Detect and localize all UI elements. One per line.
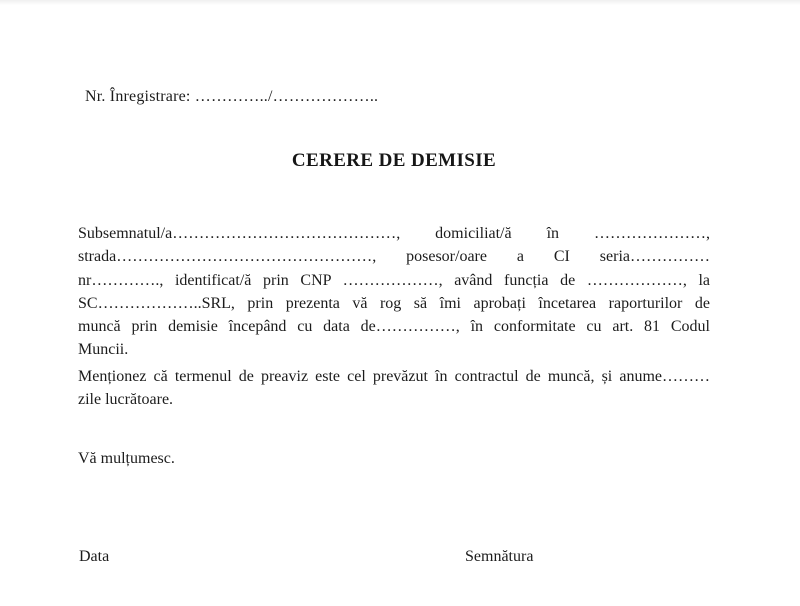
paragraph-line: SC………………..SRL, prin prezenta vă rog să îmi aprobați încetarea raporturilor de [78,294,710,312]
paragraph-line: Menționez că termenul de preaviz este cel prevăzut în contractul de muncă, și anume……… [78,368,710,385]
registration-number-line: Nr. Înregistrare: …………../……………….. [85,88,379,105]
closing-phrase: Vă mulțumesc. [78,450,175,467]
body-paragraph-2 [78,365,710,412]
paragraph-line: nr…………., identificat/ă prin CNP ………………, având funcția de ………………, la [78,271,710,289]
paragraph-line: zile lucrătoare. [78,391,174,409]
paragraph-line: Muncii. [78,341,129,359]
paragraph-line: muncă prin demisie începând cu data de……………, în conformitate cu art. 81 Codul [78,318,710,336]
date-label: Data [79,548,110,565]
signature-label: Semnătura [465,548,534,565]
paragraph-line: Subsemnatul/a……………………………………, domiciliat/ă în …………………, [78,225,710,242]
document-title: CERERE DE DEMISIE [291,150,497,171]
paragraph-line: strada…………………………………………, posesor/oare a CI seria…………… [78,248,710,266]
body-paragraph-1 [78,222,710,362]
page-top-edge [0,0,800,5]
